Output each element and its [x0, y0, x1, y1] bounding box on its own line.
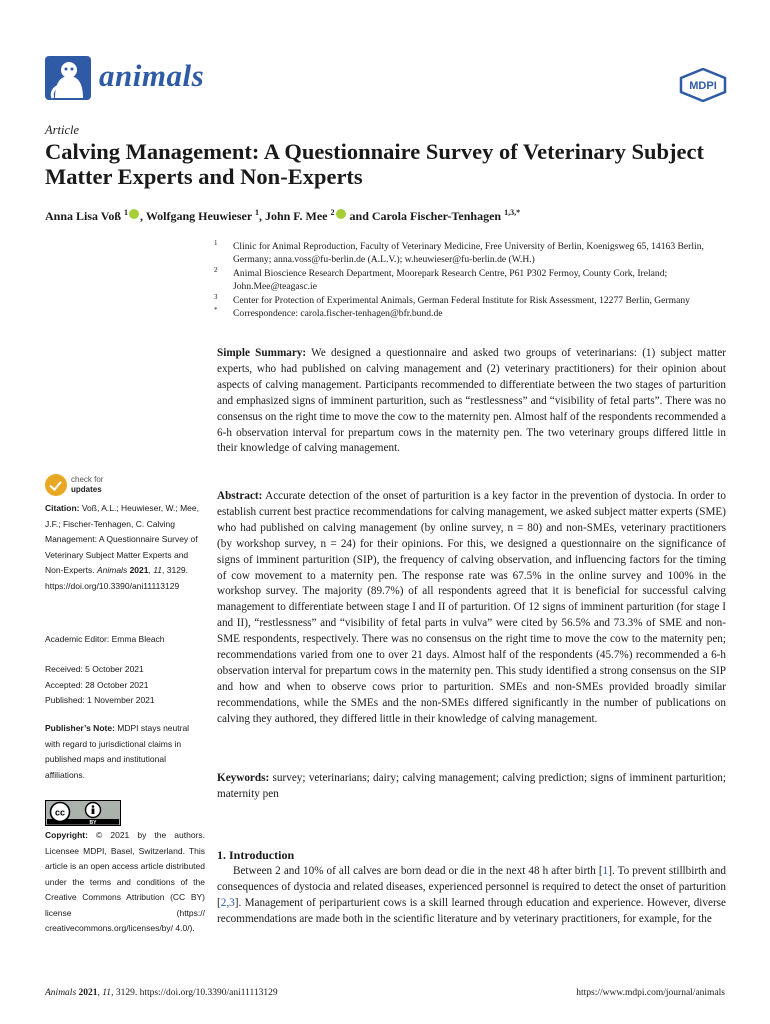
received-date: Received: 5 October 2021 [45, 664, 144, 674]
affiliation-text: Animal Bioscience Research Department, Moorepark Research Centre, P61 P302 Fermoy, County Cork, Ireland; John.Mee@teagasc.ie [233, 267, 668, 293]
author-separator: , [258, 209, 265, 223]
publication-dates [45, 662, 205, 709]
citation-text: Voß, A.L.; Heuwieser, W.; Mee, J.F.; Fischer-Tenhagen, C. Calving Management: A Questionnaire Survey of Veterinary Subject Matter Experts and Non-Experts. [45, 503, 199, 575]
affiliation-number: 1 [214, 239, 218, 247]
publisher-note-text: MDPI stays neutral with regard to jurisdictional claims in published maps and institutional affiliations. [45, 723, 190, 780]
citation-volume: , 11 [148, 565, 163, 575]
introduction-paragraph [217, 864, 726, 928]
academic-editor: Academic Editor: Emma Bleach [45, 634, 165, 644]
reference-link-3[interactable]: 3 [229, 896, 235, 909]
citation-year: 2021 [127, 565, 149, 575]
orcid-icon[interactable] [129, 209, 139, 219]
affiliation-text: Correspondence: carola.fischer-tenhagen@bfr.bund.de [233, 308, 443, 320]
keywords-label: Keywords: [217, 772, 270, 784]
author-name: Carola Fischer-Tenhagen [371, 209, 502, 223]
publisher-note-label: Publisher’s Note: [45, 723, 115, 733]
author-name: Wolfgang Heuwieser [145, 209, 252, 223]
abstract [217, 489, 726, 728]
affiliation-number: 2 [214, 265, 218, 274]
author-name: John F. Mee [264, 209, 328, 223]
author-affiliation-marker: 1 [124, 208, 129, 217]
check-for-updates-badge[interactable] [45, 474, 125, 498]
reference-link-1[interactable]: 1 [602, 865, 609, 877]
article-type: Article [45, 123, 80, 137]
footer-journal: Animals [45, 988, 77, 998]
keywords [217, 771, 726, 803]
reference-separator: , [226, 896, 230, 909]
affiliation-text: Clinic for Animal Reproduction, Faculty of Veterinary Medicine, Free University of Berlin, Koenigsweg 65, 14163 Berlin, Germany; anna.voss@fu-berlin.de (A.L.V.); w.heuwieser@fu-berlin.de (W.H.) [233, 241, 704, 266]
journal-name: animals [99, 58, 205, 93]
citation-block [45, 501, 205, 594]
affiliation-item [214, 267, 726, 294]
affiliation-item [214, 294, 726, 307]
publisher-note [45, 721, 205, 783]
checkmark-icon [45, 474, 67, 496]
author-separator: , [140, 209, 146, 223]
orcid-icon[interactable] [336, 209, 346, 219]
cc-icon-text: cc [54, 807, 66, 818]
footer-doi[interactable]: , 3129. https://doi.org/10.3390/ani11113129 [111, 988, 278, 998]
simple-summary-label: Simple Summary: [217, 347, 307, 359]
accepted-date: Accepted: 28 October 2021 [45, 679, 149, 690]
by-icon-text: BY [89, 820, 97, 826]
author-affiliation-marker: 1 [254, 208, 259, 217]
affiliation-number: * [214, 306, 218, 315]
mdpi-logo-text: MDPI [689, 80, 717, 92]
citation-journal: Animals [96, 565, 128, 575]
affiliation-item [214, 240, 726, 267]
reference-link-2[interactable]: 2 [220, 896, 227, 909]
affiliations [214, 240, 726, 320]
author-list [45, 205, 725, 224]
author-name: Anna Lisa Voß [45, 209, 122, 223]
affiliation-number: 3 [214, 292, 218, 301]
intro-text-a: Between 2 and 10% of all calves are born dead or die in the next 48 h after birth [ [233, 865, 603, 877]
affiliation-text: Center for Protection of Experimental Animals, German Federal Institute for Risk Assessment, 12277 Berlin, Germany [233, 294, 690, 306]
citation-label: Citation: [45, 503, 80, 513]
footer-journal-url[interactable]: https://www.mdpi.com/journal/animals [576, 988, 725, 998]
mdpi-logo [679, 68, 727, 102]
simple-summary [217, 346, 726, 457]
citation-doi[interactable]: , 3129. https://doi.org/10.3390/ani11113129 [45, 565, 189, 591]
section-heading-introduction: 1. Introduction [217, 848, 295, 862]
keywords-text: survey; veterinarians; dairy; calving management; calving prediction; signs of imminent parturition; maternity pen [217, 772, 726, 800]
intro-text-b: ]. To prevent stillbirth and consequences of dystocia and related diseases, experienced personnel is required to detect the onset of parturition [ [217, 865, 726, 909]
copyright-text: © 2021 by the authors. Licensee MDPI, Basel, Switzerland. This article is an open access article distributed under the terms and conditions of the Creative Commons Attribution (CC BY) license (https:// creativecommons.org/licenses/by/ 4.0/). [45, 830, 205, 933]
simple-summary-text: We designed a questionnaire and asked two groups of veterinarians: (1) subject matter experts, who had published on calving management and (2) veterinary practitioners) for their opinion about aspects of calving management. Participants recommended to differentiate between the two stages of parturition and emphasized signs of imminent parturition, such as “restlessness” and “visibility of fetal parts”. There was no consensus on the right time to move the cow to the maternity pen. Almost half of the respondents recommended a 6-h observation interval for prepartum cows in the maternity pen. The two veterinary groups differed little in their knowledge of calving management. [217, 347, 726, 455]
affiliation-item [214, 307, 726, 320]
copyright-block [45, 828, 205, 937]
check-for-updates-text [71, 475, 103, 495]
journal-header [45, 56, 725, 106]
published-date: Published: 1 November 2021 [45, 695, 155, 705]
abstract-text: Accurate detection of the onset of parturition is a key factor in the prevention of dystocia. In order to establish current best practice recommendations for calving management, we asked subject matter experts (SME) who had published on calving management (by online survey, n = 80) and non-SMEs, veterinary practitioners (by workshop survey, n = 24) for their opinions. For this, we designed a questionnaire on the significance of signs of imminent parturition (SIP), the frequency of calving observation, and influencing factors for the timing of cow movement to a maternity pen. The response rate was 67.5% in the online survey and 100% in the workshop survey. The majority (89.7%) of all respondents agreed that it is beneficial for successful calving management to differentiate between stage I and II of parturition. Of 12 signs of imminent parturition (for stage I and II), “restlessness” and “visibility of fetal parts in vulva” were cited by 56.5% and 73.3% of SME and non-SME respondents, respectively. There was no consensus on the right time to move the cow to the maternity pen; recommendations varied from one to over 21 days. Almost half of the respondents (45.7%) recommended a 6-h observation interval for prepartum cows in the maternity pen. This study identified a strong consensus on the SIP and how and when to observe cows prior to parturition. SMEs and non-SMEs provided broadly similar recommendations, while the SMEs and the non-SMEs differed significantly in the number of publications on calving they authored, they differed little in their knowledge of calving management. [217, 490, 726, 725]
author-separator: and [346, 209, 372, 223]
footer-year: 2021 [76, 988, 98, 998]
intro-text-c: ]. Management of periparturient cows is a skill learned through education and experience. However, diverse recommendations are made both in the scientific literature and by veterinary practitioners, for example, for the [217, 896, 726, 925]
abstract-label: Abstract: [217, 490, 263, 502]
footer-volume: , 11 [97, 988, 112, 998]
copyright-label: Copyright: [45, 830, 88, 840]
cc-by-license-badge[interactable] [45, 800, 121, 826]
check-line-1: check for [71, 475, 104, 484]
page-title: Calving Management: A Questionnaire Survey of Veterinary Subject Matter Experts and Non-Experts [45, 139, 704, 189]
check-line-2: updates [71, 485, 102, 494]
author-affiliation-marker: 2 [330, 208, 335, 217]
footer-citation [45, 988, 278, 998]
author-affiliation-marker: 1,3,* [504, 208, 521, 217]
primate-silhouette-icon [45, 56, 91, 100]
